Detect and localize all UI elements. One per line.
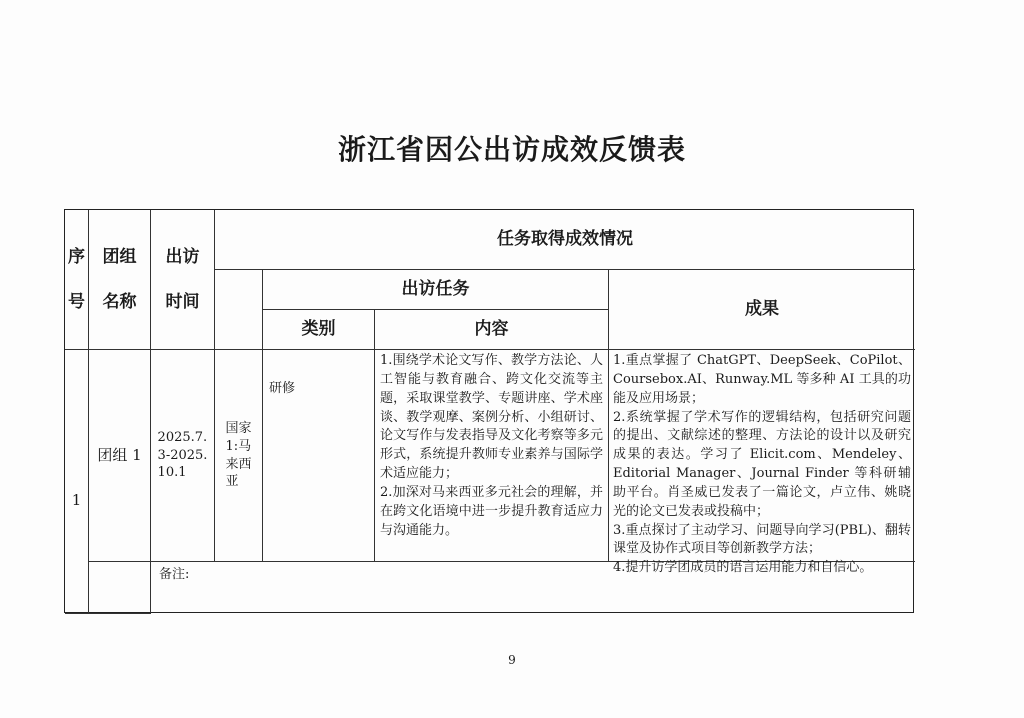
header-group-line2: 名称	[102, 291, 137, 312]
header-seq-line2: 号	[68, 291, 85, 312]
header-blank-cell	[215, 270, 263, 350]
remarks-blank-group	[89, 562, 151, 614]
header-category: 类别	[263, 310, 375, 350]
header-group-line1: 团组	[102, 247, 137, 268]
header-content: 内容	[375, 310, 609, 350]
header-seq-line1: 序	[68, 247, 85, 268]
row-category: 研修	[263, 350, 375, 562]
header-visit-task: 出访任务	[263, 270, 609, 310]
page-title: 浙江省因公出访成效反馈表	[337, 133, 686, 166]
feedback-table	[64, 209, 914, 613]
row-country: 国家 1:马 来西 亚	[215, 350, 263, 562]
header-seq	[65, 210, 89, 350]
row-time: 2025.7. 3-2025. 10.1	[151, 350, 215, 562]
header-group	[89, 210, 151, 350]
row-group: 团组 1	[89, 350, 151, 562]
remarks-cell	[151, 562, 915, 614]
header-time-line1: 出访	[165, 247, 200, 268]
header-achievement: 成果	[609, 270, 915, 350]
row-achievement: 1.重点掌握了 ChatGPT、DeepSeek、CoPilot、Coursebox.AI、Runway.ML 等多种 AI 工具的功能及应用场景； 2.系统掌握了学术写作的逻辑结构，包括研究问题的提出、文献综述的整理、方法论的设计以及研究成果的表达。学习了 Elicit.com、Mendeley、Editorial Manager、Journal Finder 等科研辅助平台。肖圣威已发表了一篇论文，卢立伟、姚晓光的论文已发表或投稿中； 3.重点探讨了主动学习、问题导向学习(PBL)、翻转课堂及协作式项目等创新教学方法； 4.提升访学团成员的语言运用能力和自信心。	[609, 350, 915, 562]
row-seq: 1	[65, 350, 89, 614]
header-time	[151, 210, 215, 350]
remarks-label: 备注:	[159, 567, 190, 582]
row-content: 1.围绕学术论文写作、教学方法论、人工智能与教育融合、跨文化交流等主题，采取课堂教学、专题讲座、学术座谈、教学观摩、案例分析、小组研讨、论文写作与发表指导及文化考察等多元形式，系统提升教师专业素养与国际学术适应能力； 2.加深对马来西亚多元社会的理解，并在跨文化语境中进一步提升教育适应力与沟通能力。	[375, 350, 609, 562]
page-number: 9	[508, 653, 516, 667]
header-time-line2: 时间	[165, 291, 200, 312]
header-task-effect: 任务取得成效情况	[215, 210, 915, 270]
